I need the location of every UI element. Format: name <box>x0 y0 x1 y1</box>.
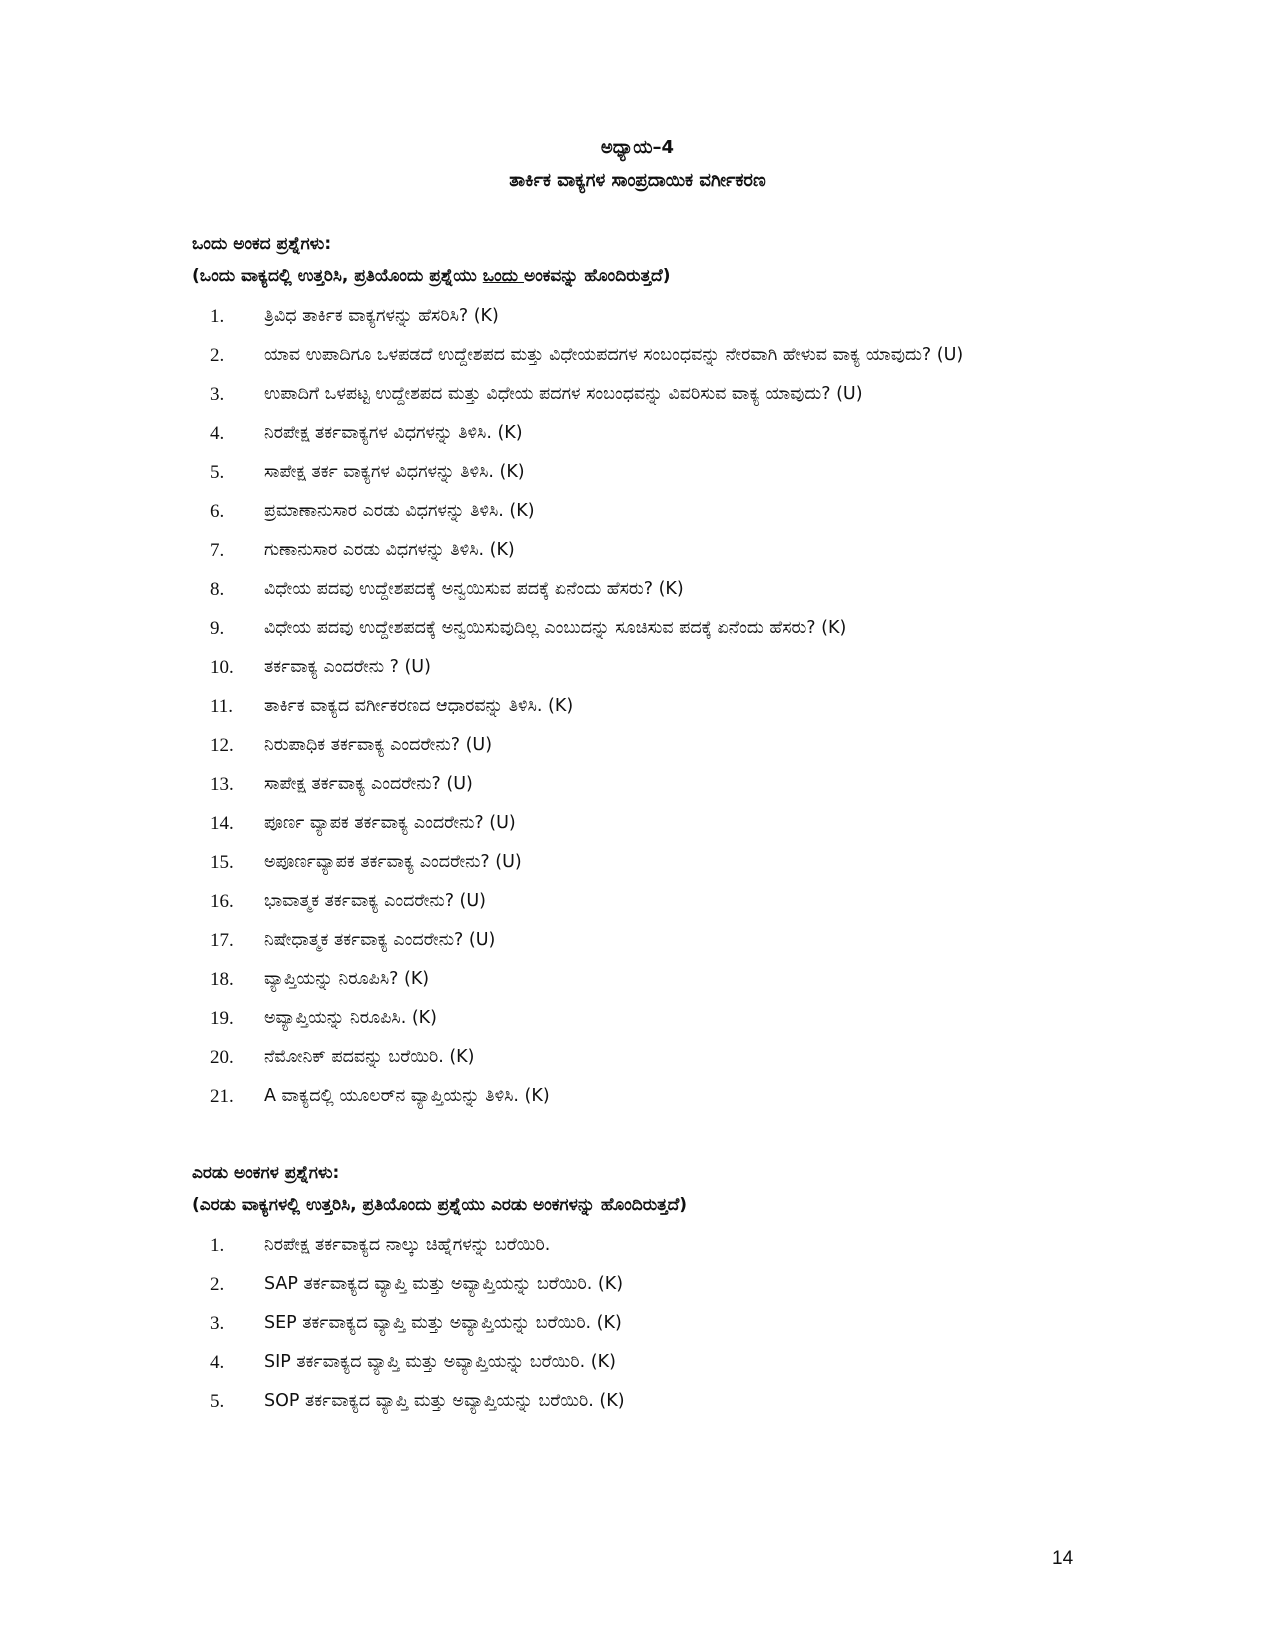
one-mark-section <box>192 229 1092 1116</box>
question-text: ತಾರ್ಕಿಕ ವಾಕ್ಯದ ವರ್ಗೀಕರಣದ ಆಧಾರವನ್ನು ತಿಳಿಸಿ. (K) <box>264 696 574 716</box>
question-item <box>192 882 1092 921</box>
question-item <box>192 1077 1092 1116</box>
two-mark-instructions: (ಎರಡು ವಾಕ್ಯಗಳಲ್ಲಿ ಉತ್ತರಿಸಿ, ಪ್ರತಿಯೊಂದು ಪ್ರಶ್ನೆಯು ಎರಡು ಅಂಕಗಳನ್ನು ಹೊಂದಿರುತ್ತದೆ) <box>192 1195 688 1215</box>
question-text: ಪ್ರಮಾಣಾನುಸಾರ ಎರಡು ವಿಧಗಳನ್ನು ತಿಳಿಸಿ. (K) <box>264 501 535 521</box>
question-text: ವಿಧೇಯ ಪದವು ಉದ್ದೇಶಪದಕ್ಕೆ ಅನ್ವಯಿಸುವ ಪದಕ್ಕೆ ಏನೆಂದು ಹೆಸರು? (K) <box>264 579 684 599</box>
question-number: 4. <box>210 423 225 444</box>
question-text: ಪೂರ್ಣ ವ್ಯಾಪಕ ತರ್ಕವಾಕ್ಯ ಎಂದರೇನು? (U) <box>264 813 516 833</box>
question-item <box>192 1226 1092 1265</box>
question-item <box>192 804 1092 843</box>
question-item <box>192 1343 1092 1382</box>
question-item <box>192 765 1092 804</box>
question-text: SEP ತರ್ಕವಾಕ್ಯದ ವ್ಯಾಪ್ತಿ ಮತ್ತು ಅವ್ಯಾಪ್ತಿಯನ್ನು ಬರೆಯಿರಿ. (K) <box>264 1313 622 1333</box>
question-text: ನಿಷೇಧಾತ್ಮಕ ತರ್ಕವಾಕ್ಯ ಎಂದರೇನು? (U) <box>264 930 496 950</box>
question-item <box>192 960 1092 999</box>
question-number: 13. <box>210 774 234 795</box>
question-item <box>192 1265 1092 1304</box>
question-number: 7. <box>210 540 225 561</box>
question-text: ನಿರಪೇಕ್ಷ ತರ್ಕವಾಕ್ಯಗಳ ವಿಧಗಳನ್ನು ತಿಳಿಸಿ. (K) <box>264 423 523 443</box>
two-mark-question-list <box>192 1226 1092 1421</box>
one-mark-title: ಒಂದು ಅಂಕದ ಪ್ರಶ್ನೆಗಳು: <box>192 234 332 254</box>
question-text: ನೆಮೋನಿಕ್ ಪದವನ್ನು ಬರೆಯಿರಿ. (K) <box>264 1047 475 1067</box>
question-item <box>192 921 1092 960</box>
chapter-title: ತಾರ್ಕಿಕ ವಾಕ್ಯಗಳ ಸಾಂಪ್ರದಾಯಿಕ ವರ್ಗೀಕರಣ <box>509 170 766 191</box>
question-number: 4. <box>210 1352 225 1373</box>
question-text: SAP ತರ್ಕವಾಕ್ಯದ ವ್ಯಾಪ್ತಿ ಮತ್ತು ಅವ್ಯಾಪ್ತಿಯನ್ನು ಬರೆಯಿರಿ. (K) <box>264 1274 624 1294</box>
question-text: SOP ತರ್ಕವಾಕ್ಯದ ವ್ಯಾಪ್ತಿ ಮತ್ತು ಅವ್ಯಾಪ್ತಿಯನ್ನು ಬರೆಯಿರಿ. (K) <box>264 1391 625 1411</box>
page-number: 14 <box>1052 1548 1074 1569</box>
question-text: ಅವ್ಯಾಪ್ತಿಯನ್ನು ನಿರೂಪಿಸಿ. (K) <box>264 1008 437 1028</box>
question-number: 3. <box>210 384 225 405</box>
question-text: ನಿರುಪಾಧಿಕ ತರ್ಕವಾಕ್ಯ ಎಂದರೇನು? (U) <box>264 735 493 755</box>
question-number: 2. <box>210 345 225 366</box>
question-text: SIP ತರ್ಕವಾಕ್ಯದ ವ್ಯಾಪ್ತಿ ಮತ್ತು ಅವ್ಯಾಪ್ತಿಯನ್ನು ಬರೆಯಿರಿ. (K) <box>264 1352 616 1372</box>
question-text: ವಿಧೇಯ ಪದವು ಉದ್ದೇಶಪದಕ್ಕೆ ಅನ್ವಯಿಸುವುದಿಲ್ಲ ಎಂಬುದನ್ನು ಸೂಚಿಸುವ ಪದಕ್ಕೆ ಏನೆಂದು ಹೆಸರು? (K) <box>264 618 847 638</box>
two-mark-title: ಎರಡು ಅಂಕಗಳ ಪ್ರಶ್ನೆಗಳು: <box>192 1163 340 1183</box>
question-number: 20. <box>210 1047 234 1068</box>
question-number: 14. <box>210 813 234 834</box>
two-mark-section <box>192 1158 1092 1421</box>
one-mark-question-list <box>192 297 1092 1116</box>
question-item <box>192 453 1092 492</box>
question-item <box>192 336 1092 375</box>
chapter-header <box>0 133 1275 199</box>
question-text: ತ್ರಿವಿಧ ತಾರ್ಕಿಕ ವಾಕ್ಯಗಳನ್ನು ಹೆಸರಿಸಿ? (K) <box>264 306 499 326</box>
question-text: ಉಪಾದಿಗೆ ಒಳಪಟ್ಟ ಉದ್ದೇಶಪದ ಮತ್ತು ವಿಧೇಯ ಪದಗಳ ಸಂಬಂಧವನ್ನು ವಿವರಿಸುವ ವಾಕ್ಯ ಯಾವುದು? (U) <box>264 384 863 404</box>
question-text: ವ್ಯಾಪ್ತಿಯನ್ನು ನಿರೂಪಿಸಿ? (K) <box>264 969 430 989</box>
question-text: ಸಾಪೇಕ್ಷ ತರ್ಕವಾಕ್ಯ ಎಂದರೇನು? (U) <box>264 774 473 794</box>
question-number: 1. <box>210 1235 225 1256</box>
question-number: 18. <box>210 969 234 990</box>
chapter-number: ಅಧ್ಯಾಯ–4 <box>600 137 675 158</box>
question-number: 19. <box>210 1008 234 1029</box>
question-text: ಗುಣಾನುಸಾರ ಎರಡು ವಿಧಗಳನ್ನು ತಿಳಿಸಿ. (K) <box>264 540 515 560</box>
question-number: 11. <box>210 696 234 717</box>
question-text: ತರ್ಕವಾಕ್ಯ ಎಂದರೇನು ? (U) <box>264 657 431 677</box>
question-item <box>192 687 1092 726</box>
question-item <box>192 1038 1092 1077</box>
question-item <box>192 492 1092 531</box>
question-number: 9. <box>210 618 225 639</box>
one-mark-note-pre: (ಒಂದು ವಾಕ್ಯದಲ್ಲಿ ಉತ್ತರಿಸಿ, ಪ್ರತಿಯೊಂದು ಪ್ರಶ್ನೆಯು <box>192 266 483 286</box>
question-item <box>192 726 1092 765</box>
question-number: 17. <box>210 930 234 951</box>
one-mark-instructions <box>192 259 1092 293</box>
question-item <box>192 609 1092 648</box>
question-text: ಸಾಪೇಕ್ಷ ತರ್ಕ ವಾಕ್ಯಗಳ ವಿಧಗಳನ್ನು ತಿಳಿಸಿ. (K) <box>264 462 525 482</box>
question-number: 8. <box>210 579 225 600</box>
question-item <box>192 999 1092 1038</box>
question-number: 12. <box>210 735 234 756</box>
question-text: ಯಾವ ಉಪಾದಿಗೂ ಒಳಪಡದೆ ಉದ್ದೇಶಪದ ಮತ್ತು ವಿಧೇಯಪದಗಳ ಸಂಬಂಧವನ್ನು ನೇರವಾಗಿ ಹೇಳುವ ವಾಕ್ಯ ಯಾವುದು? (U) <box>264 345 964 365</box>
question-item <box>192 297 1092 336</box>
question-number: 5. <box>210 462 225 483</box>
question-number: 10. <box>210 657 234 678</box>
question-number: 3. <box>210 1313 225 1334</box>
question-item <box>192 375 1092 414</box>
question-number: 21. <box>210 1086 234 1107</box>
question-number: 15. <box>210 852 234 873</box>
question-item <box>192 1304 1092 1343</box>
question-item <box>192 531 1092 570</box>
question-number: 1. <box>210 306 225 327</box>
question-item <box>192 1382 1092 1421</box>
question-number: 5. <box>210 1391 225 1412</box>
one-mark-note-post: ಅಂಕವನ್ನು ಹೊಂದಿರುತ್ತದೆ) <box>524 266 671 286</box>
question-item <box>192 570 1092 609</box>
question-text: A ವಾಕ್ಯದಲ್ಲಿ ಯೂಲರ್‌ನ ವ್ಯಾಪ್ತಿಯನ್ನು ತಿಳಿಸಿ. (K) <box>264 1086 550 1106</box>
question-number: 6. <box>210 501 225 522</box>
question-text: ಅಪೂರ್ಣವ್ಯಾಪಕ ತರ್ಕವಾಕ್ಯ ಎಂದರೇನು? (U) <box>264 852 522 872</box>
question-item <box>192 843 1092 882</box>
one-mark-note-underlined: ಒಂದು <box>482 266 524 286</box>
question-number: 16. <box>210 891 234 912</box>
question-text: ಭಾವಾತ್ಮಕ ತರ್ಕವಾಕ್ಯ ಎಂದರೇನು? (U) <box>264 891 487 911</box>
question-item <box>192 648 1092 687</box>
question-text: ನಿರಪೇಕ್ಷ ತರ್ಕವಾಕ್ಯದ ನಾಲ್ಕು ಚಿಹ್ನೆಗಳನ್ನು ಬರೆಯಿರಿ. <box>264 1235 551 1255</box>
question-item <box>192 414 1092 453</box>
question-number: 2. <box>210 1274 225 1295</box>
